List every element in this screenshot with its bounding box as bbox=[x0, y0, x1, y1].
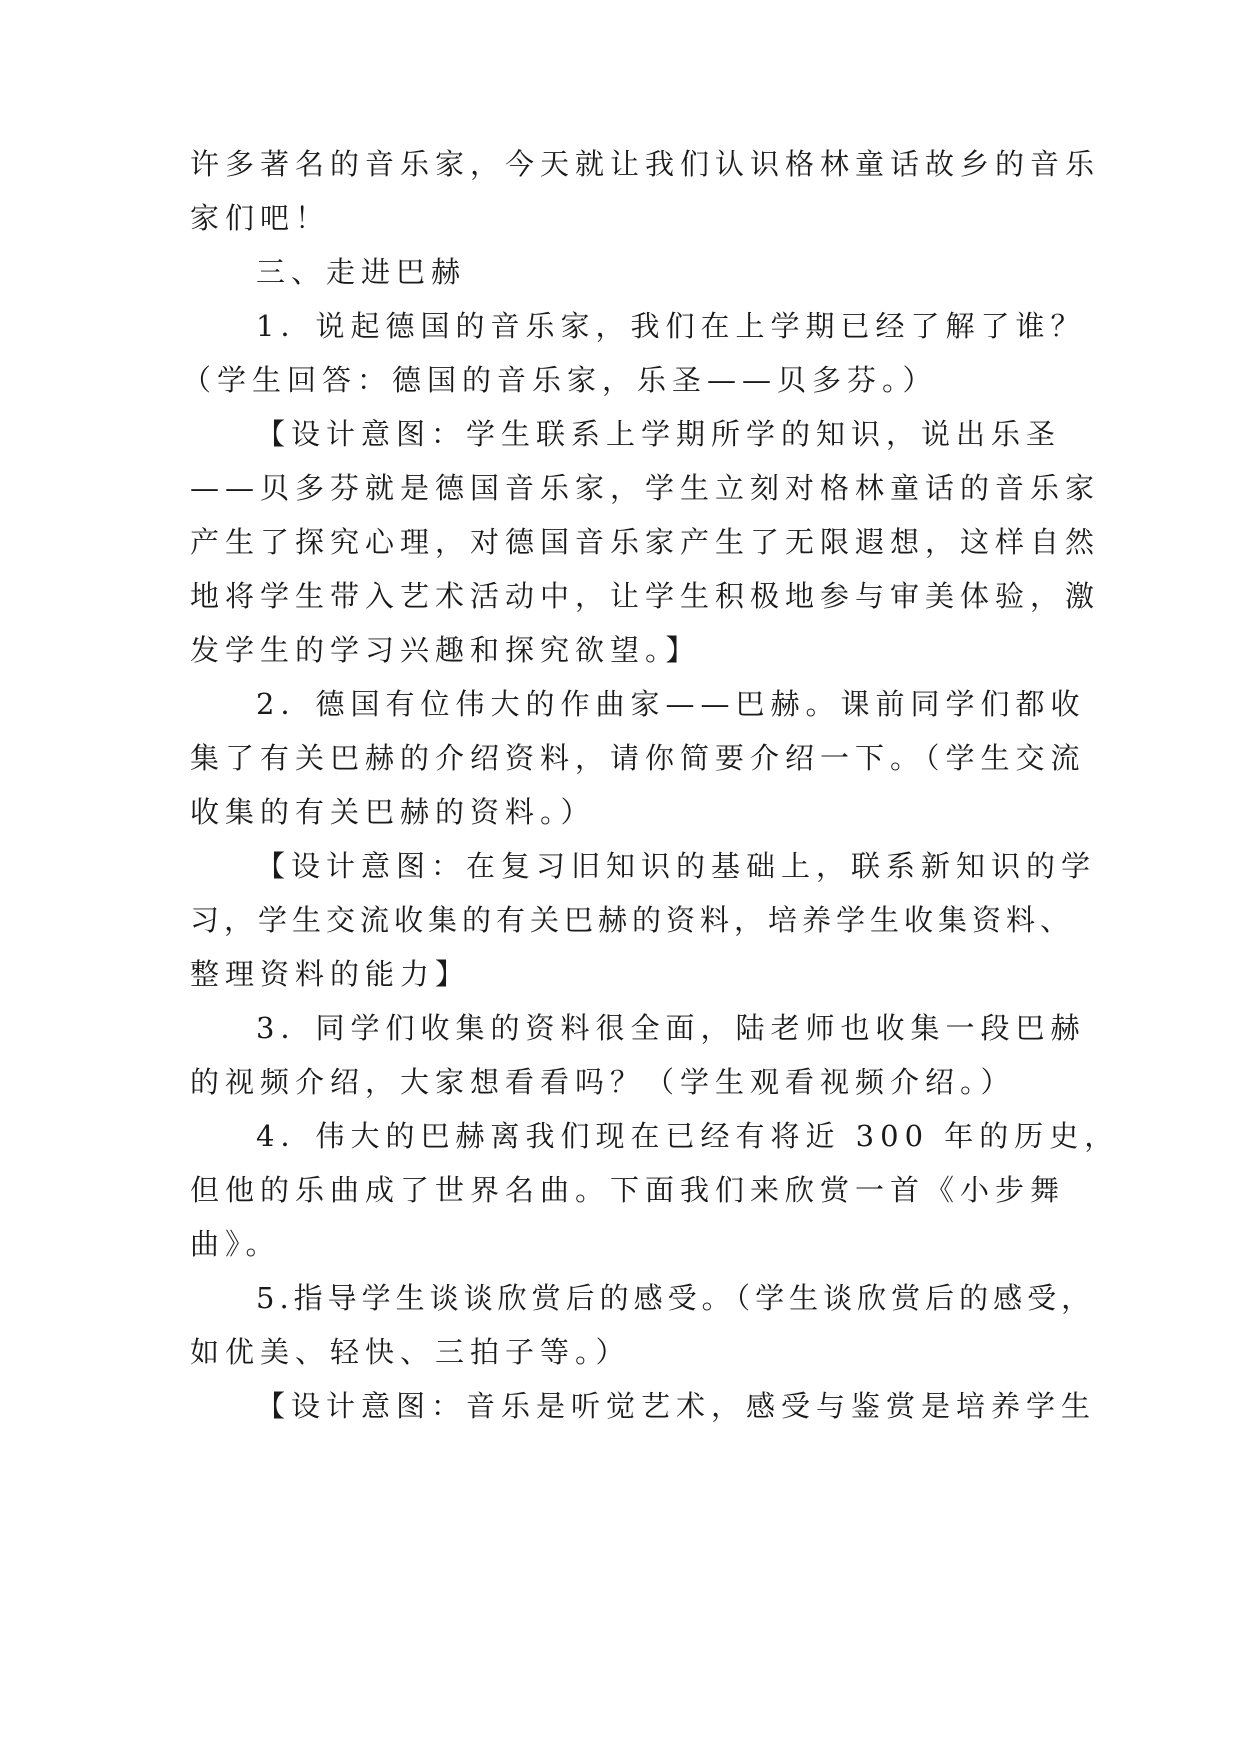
text-line: （学生回答：德国的音乐家，乐圣——贝多芬。） bbox=[182, 363, 938, 397]
design-intent-line: 【设计意图：在复习旧知识的基础上，联系新知识的学 bbox=[256, 849, 1097, 883]
text-line: 4．伟大的巴赫离我们现在已经有将近 300 年的历史， bbox=[256, 1119, 1120, 1153]
text-line: 的视频介绍，大家想看看吗？（学生观看视频介绍。） bbox=[190, 1065, 1016, 1099]
text-line: ——贝多芬就是德国音乐家，学生立刻对格林童话的音乐家 bbox=[190, 471, 1101, 505]
text-line: 但他的乐曲成了世界名曲。下面我们来欣赏一首《小步舞 bbox=[190, 1173, 1066, 1207]
text-line: 3．同学们收集的资料很全面，陆老师也收集一段巴赫 bbox=[256, 1011, 1086, 1045]
text-line: 2．德国有位伟大的作曲家——巴赫。课前同学们都收 bbox=[256, 687, 1086, 721]
section-heading: 三、走进巴赫 bbox=[256, 255, 467, 289]
design-intent-line: 【设计意图：音乐是听觉艺术，感受与鉴赏是培养学生 bbox=[256, 1389, 1097, 1423]
text-line: 习，学生交流收集的有关巴赫的资料，培养学生收集资料、 bbox=[190, 903, 1075, 937]
text-line: 整理资料的能力】 bbox=[190, 957, 471, 991]
text-line: 收集的有关巴赫的资料。） bbox=[190, 795, 596, 829]
text-line: 如优美、轻快、三拍子等。） bbox=[190, 1335, 631, 1369]
text-line: 1．说起德国的音乐家，我们在上学期已经了解了谁？ bbox=[256, 309, 1086, 343]
text-line: 地将学生带入艺术活动中，让学生积极地参与审美体验，激 bbox=[190, 579, 1101, 613]
text-line: 曲》。 bbox=[190, 1227, 281, 1261]
text-line: 家们吧！ bbox=[190, 201, 331, 235]
design-intent-line: 【设计意图：学生联系上学期所学的知识，说出乐圣 bbox=[256, 417, 1062, 451]
text-line: 发学生的学习兴趣和探究欲望。】 bbox=[190, 633, 701, 667]
text-line: 产生了探究心理，对德国音乐家产生了无限遐想，这样自然 bbox=[190, 525, 1101, 559]
text-line: 5.指导学生谈谈欣赏后的感受。（学生谈欣赏后的感受， bbox=[256, 1281, 1096, 1315]
text-line: 许多著名的音乐家，今天就让我们认识格林童话故乡的音乐 bbox=[190, 147, 1101, 181]
text-line: 集了有关巴赫的介绍资料，请你简要介绍一下。（学生交流 bbox=[190, 741, 1086, 775]
